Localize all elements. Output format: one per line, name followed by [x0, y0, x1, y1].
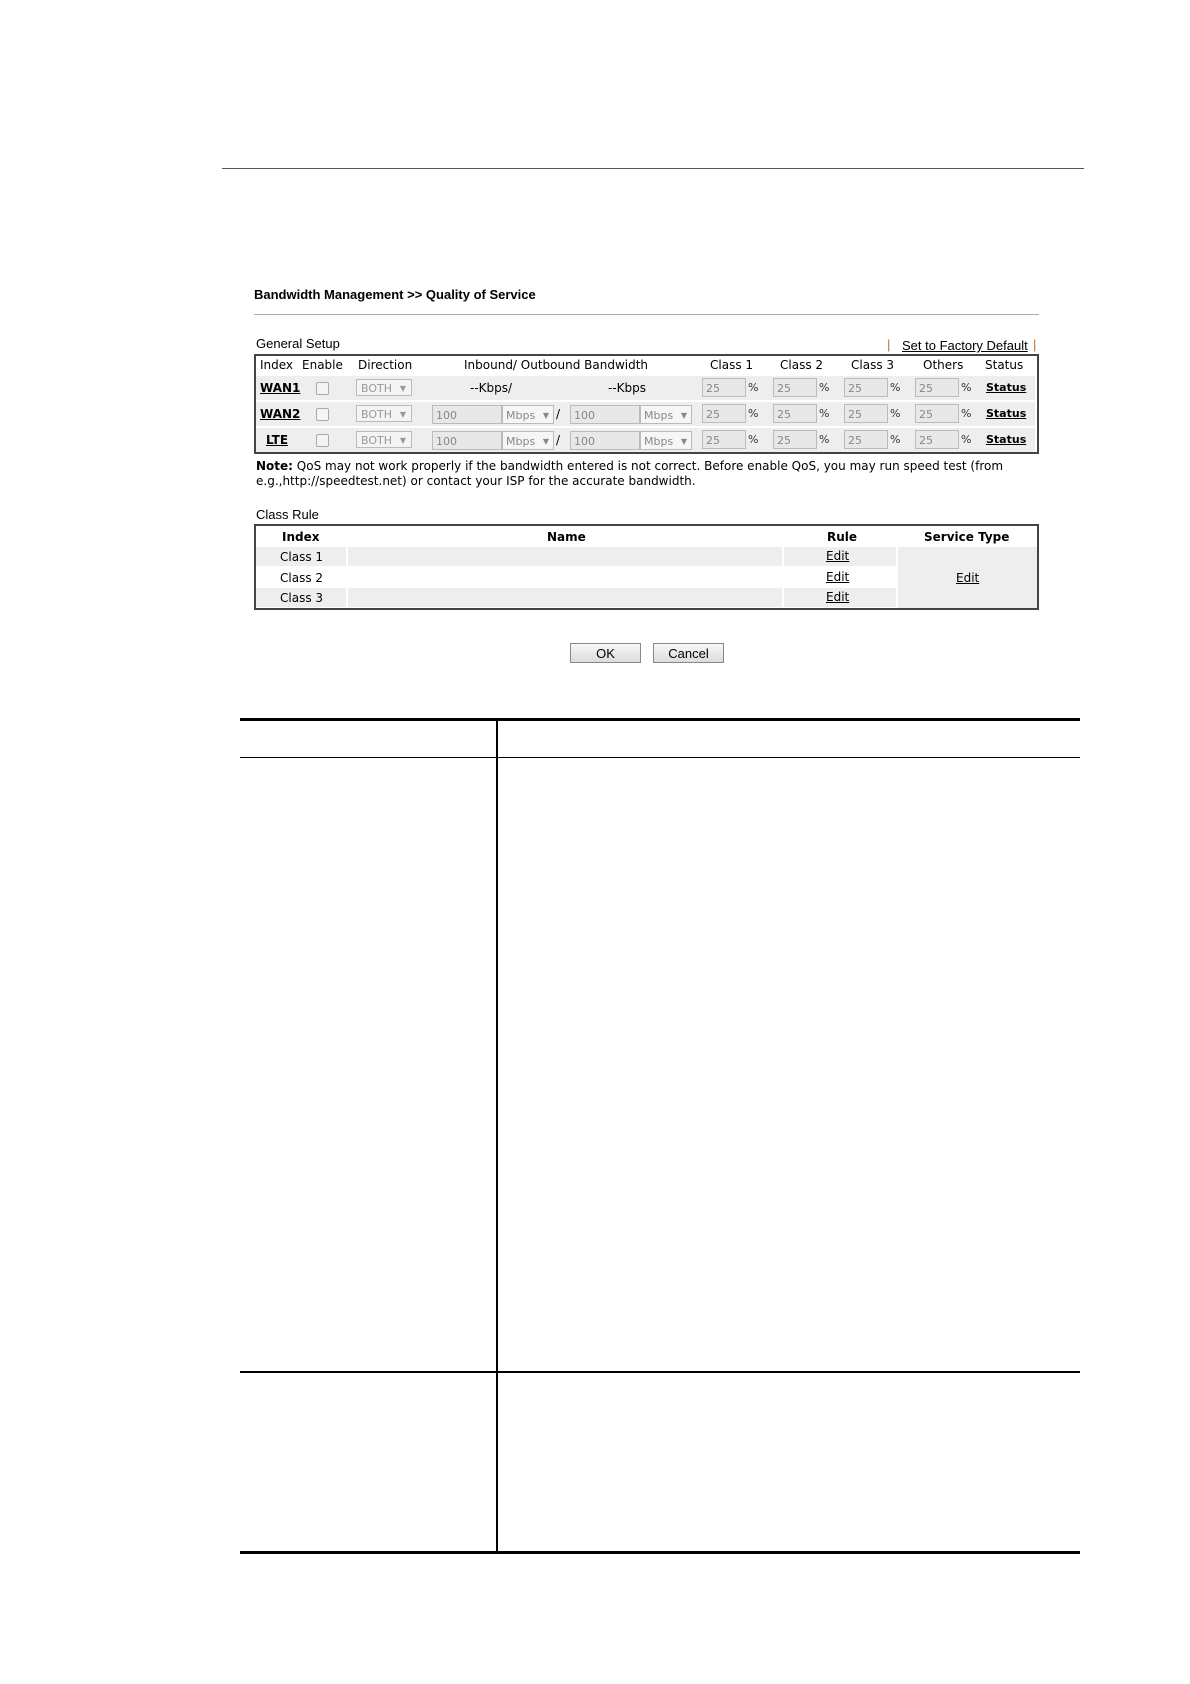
class1-input-wan1[interactable]: 25 — [702, 378, 746, 397]
outbound-unit-select-lte[interactable] — [640, 431, 692, 450]
separator-right: | — [1033, 337, 1037, 352]
header-enable: Enable — [302, 358, 343, 372]
index-link-wan1[interactable]: WAN1 — [260, 381, 301, 395]
direction-value: BOTH — [361, 434, 393, 447]
inbound-input-lte[interactable]: 100 — [432, 431, 502, 450]
class-rule-header-service-type: Service Type — [924, 530, 1010, 544]
enable-checkbox-wan1[interactable] — [316, 382, 329, 395]
class-name-cell — [348, 547, 782, 566]
class-name-cell — [348, 588, 782, 607]
chevron-down-icon: ▼ — [399, 384, 406, 393]
header-class2: Class 2 — [780, 358, 824, 372]
header-class1: Class 1 — [710, 358, 754, 372]
percent-sign: % — [748, 407, 759, 420]
ok-button[interactable]: OK — [570, 643, 641, 663]
class-rule-header-index: Index — [282, 530, 320, 544]
class3-input-wan1[interactable]: 25 — [844, 378, 888, 397]
index-link-lte[interactable]: LTE — [266, 433, 289, 447]
bandwidth-slash: / — [556, 433, 561, 447]
percent-sign: % — [961, 407, 972, 420]
inbound-bandwidth-wan1: --Kbps/ — [470, 381, 513, 395]
outbound-bandwidth-wan1: --Kbps — [608, 381, 647, 395]
bandwidth-slash: / — [556, 407, 561, 421]
doc-table-row-rule — [240, 1371, 1080, 1373]
class1-rule-edit-link[interactable]: Edit — [826, 549, 850, 563]
doc-table-top-rule — [240, 718, 1080, 721]
doc-table-header-rule — [240, 757, 1080, 758]
status-link-lte[interactable]: Status — [986, 433, 1027, 446]
table-row-wan1 — [256, 376, 1035, 400]
unit-value: Mbps — [644, 409, 674, 422]
percent-sign: % — [819, 433, 830, 446]
chevron-down-icon: ▼ — [680, 437, 687, 446]
note-text: QoS may not work properly if the bandwidth entered is not correct. Before enable QoS, you may run speed test (from e.g.,http://speedtest.net) or contact your ISP for the accurate bandwidth. — [256, 459, 1004, 488]
direction-select-lte[interactable] — [356, 431, 412, 448]
header-direction: Direction — [358, 358, 413, 372]
factory-default-link[interactable]: Set to Factory Default — [902, 338, 1028, 353]
table-row-lte — [256, 428, 1035, 452]
others-input-wan1[interactable]: 25 — [915, 378, 959, 397]
direction-value: BOTH — [361, 382, 393, 395]
header-index: Index — [260, 358, 294, 372]
outbound-input-wan2[interactable]: 100 — [570, 405, 640, 424]
percent-sign: % — [748, 433, 759, 446]
class-rule-header-rule: Rule — [827, 530, 858, 544]
class2-input-wan2[interactable]: 25 — [773, 404, 817, 423]
bandwidth-note — [256, 459, 1046, 489]
unit-value: Mbps — [506, 409, 536, 422]
inbound-input-wan2[interactable]: 100 — [432, 405, 502, 424]
chevron-down-icon: ▼ — [680, 411, 687, 420]
percent-sign: % — [890, 381, 901, 394]
enable-checkbox-wan2[interactable] — [316, 408, 329, 421]
class3-input-lte[interactable]: 25 — [844, 430, 888, 449]
doc-table-column-divider — [496, 720, 498, 1552]
general-setup-title: General Setup — [256, 336, 340, 351]
breadcrumb: Bandwidth Management >> Quality of Service — [254, 287, 536, 302]
enable-checkbox-lte[interactable] — [316, 434, 329, 447]
outbound-unit-select-wan2[interactable] — [640, 405, 692, 424]
percent-sign: % — [819, 407, 830, 420]
class-index-label: Class 3 — [280, 591, 324, 605]
chevron-down-icon: ▼ — [542, 411, 549, 420]
header-bandwidth: Inbound/ Outbound Bandwidth — [464, 358, 649, 372]
index-link-wan2[interactable]: WAN2 — [260, 407, 301, 421]
inbound-unit-select-wan2[interactable] — [502, 405, 554, 424]
others-input-lte[interactable]: 25 — [915, 430, 959, 449]
qos-screenshot — [0, 0, 1190, 700]
class2-rule-edit-link[interactable]: Edit — [826, 570, 850, 584]
class3-input-wan2[interactable]: 25 — [844, 404, 888, 423]
class-rule-title: Class Rule — [256, 507, 319, 522]
class-index-label: Class 1 — [280, 550, 324, 564]
chevron-down-icon: ▼ — [399, 410, 406, 419]
doc-table-bottom-rule — [240, 1551, 1080, 1554]
chevron-down-icon: ▼ — [542, 437, 549, 446]
note-label: Note: — [256, 459, 293, 473]
table-row-wan2 — [256, 402, 1035, 426]
class2-input-wan1[interactable]: 25 — [773, 378, 817, 397]
unit-value: Mbps — [506, 435, 536, 448]
percent-sign: % — [961, 381, 972, 394]
status-link-wan2[interactable]: Status — [986, 407, 1027, 420]
cancel-button[interactable]: Cancel — [653, 643, 724, 663]
others-input-wan2[interactable]: 25 — [915, 404, 959, 423]
status-link-wan1[interactable]: Status — [986, 381, 1027, 394]
chevron-down-icon: ▼ — [399, 436, 406, 445]
header-others: Others — [923, 358, 964, 372]
service-type-edit-link[interactable]: Edit — [956, 571, 980, 585]
header-status: Status — [985, 358, 1024, 372]
unit-value: Mbps — [644, 435, 674, 448]
direction-select-wan2[interactable] — [356, 405, 412, 422]
outbound-input-lte[interactable]: 100 — [570, 431, 640, 450]
class1-input-lte[interactable]: 25 — [702, 430, 746, 449]
direction-select-wan1[interactable] — [356, 379, 412, 396]
percent-sign: % — [890, 407, 901, 420]
separator-left: | — [887, 337, 891, 352]
class-rule-header-name: Name — [547, 530, 586, 544]
percent-sign: % — [748, 381, 759, 394]
class3-rule-edit-link[interactable]: Edit — [826, 590, 850, 604]
inbound-unit-select-lte[interactable] — [502, 431, 554, 450]
class1-input-wan2[interactable]: 25 — [702, 404, 746, 423]
header-class3: Class 3 — [851, 358, 895, 372]
direction-value: BOTH — [361, 408, 393, 421]
percent-sign: % — [961, 433, 972, 446]
class-index-label: Class 2 — [280, 571, 324, 585]
breadcrumb-divider — [254, 314, 1039, 315]
percent-sign: % — [819, 381, 830, 394]
percent-sign: % — [890, 433, 901, 446]
class2-input-lte[interactable]: 25 — [773, 430, 817, 449]
